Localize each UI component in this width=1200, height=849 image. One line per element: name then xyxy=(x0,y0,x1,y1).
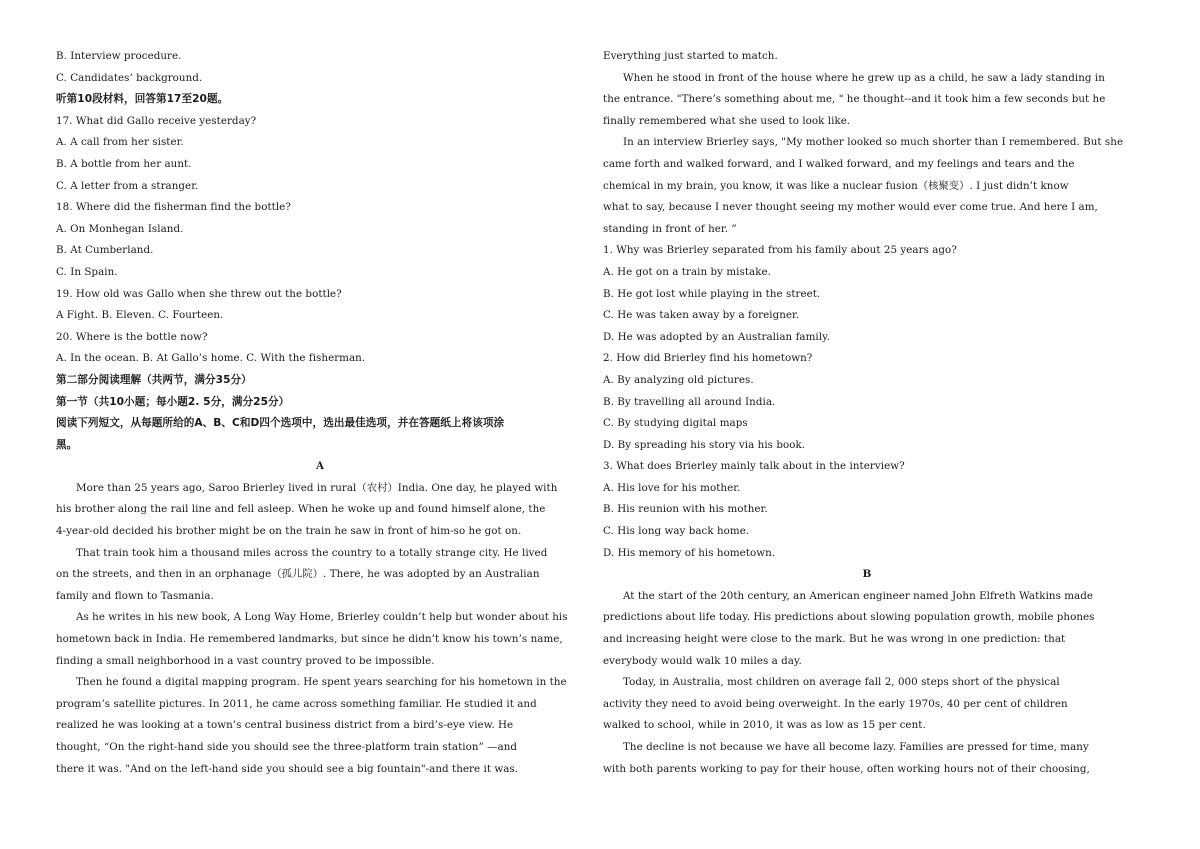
text-line: finally remembered what she used to look like. xyxy=(603,114,851,127)
text-line: on the streets, and then in an orphanage（孤儿院）. There, he was adopted by an Australian xyxy=(56,568,540,581)
text-line: When he stood in front of the house where he grew up as a child, he saw a lady standing in xyxy=(623,71,1105,84)
text-line: 18. Where did the fisherman find the bottle? xyxy=(56,201,291,214)
text-line: C. A letter from a stranger. xyxy=(56,179,199,192)
text-line: hometown back in India. He remembered landmarks, but since he didn’t know his town’s name, xyxy=(56,633,563,646)
text-line: 20. Where is the bottle now? xyxy=(56,330,208,343)
text-line: A. In the ocean. B. At Gallo’s home. C. With the fisherman. xyxy=(56,352,366,365)
text-line: C. He was taken away by a foreigner. xyxy=(603,309,800,322)
text-line: thought, “On the right-hand side you should see the three-platform train station” —and xyxy=(56,741,518,753)
text-line: everybody would walk 10 miles a day. xyxy=(603,654,802,667)
text-line: D. By spreading his story via his book. xyxy=(603,438,806,451)
text-line: walked to school, while in 2010, it was as low as 15 per cent. xyxy=(603,719,926,732)
text-line: came forth and walked forward, and I walked forward, and my feelings and tears and the xyxy=(603,157,1075,170)
text-line: predictions about life today. His predictions about slowing population growth, mobile phones xyxy=(603,611,1095,624)
text-line: A. His love for his mother. xyxy=(603,481,741,494)
text-line: At the start of the 20th century, an American engineer named John Elfreth Watkins made xyxy=(623,589,1094,602)
text-line: 4-year-old decided his brother might be on the train he saw in front of him-so he got on. xyxy=(56,525,522,538)
text-line: there it was. "And on the left-hand side you should see a big fountain"-and there it was. xyxy=(56,762,519,775)
text-line: activity they need to avoid being overweight. In the early 1970s, 40 per cent of children xyxy=(603,697,1068,710)
text-line: A. A call from her sister. xyxy=(56,136,184,149)
text-line: 17. What did Gallo receive yesterday? xyxy=(56,114,257,127)
text-line: program’s satellite pictures. In 2011, he came across something familiar. He studied it and xyxy=(56,697,537,710)
instruction-line: 第一节（共10小题；每小题2. 5分，满分25分） xyxy=(56,395,290,408)
text-line: 3. What does Brierley mainly talk about in the interview? xyxy=(603,460,905,473)
text-line: the entrance. "There’s something about me, " he thought--and it took him a few seconds but he xyxy=(603,93,1106,106)
section-heading: A xyxy=(315,460,325,473)
text-line: 19. How old was Gallo when she threw out the bottle? xyxy=(56,287,342,300)
instruction-line: 黑。 xyxy=(56,438,78,451)
text-line: B. Interview procedure. xyxy=(56,50,182,62)
text-line: More than 25 years ago, Saroo Brierley lived in rural（农村）India. One day, he played with xyxy=(76,481,558,494)
text-line: In an interview Brierley says, "My mother looked so much shorter than I remembered. But she xyxy=(623,136,1124,149)
text-line: finding a small neighborhood in a vast country proved to be impossible. xyxy=(56,654,435,667)
text-line: what to say, because I never thought seeing my mother would ever come true. And here I am, xyxy=(603,201,1098,214)
instruction-line: 听第10段材料，回答第17至20题。 xyxy=(56,93,229,106)
text-line: standing in front of her. ” xyxy=(603,222,737,235)
text-line: C. Candidates’ background. xyxy=(56,71,203,84)
section-heading: B xyxy=(862,568,872,581)
text-line: B. A bottle from her aunt. xyxy=(56,157,192,170)
right-column xyxy=(603,46,1131,780)
text-line: 2. How did Brierley find his hometown? xyxy=(603,352,813,365)
text-line: realized he was looking at a town’s central business district from a bird’s-eye view. He xyxy=(56,719,514,732)
text-line: Everything just started to match. xyxy=(603,50,778,62)
instruction-line: 第二部分阅读理解（共两节，满分35分） xyxy=(56,373,252,386)
text-line: chemical in my brain, you know, it was like a nuclear fusion（核聚变）. I just didn’t know xyxy=(603,179,1069,192)
left-column xyxy=(56,46,584,780)
text-line: A. On Monhegan Island. xyxy=(56,222,184,235)
text-line: A. By analyzing old pictures. xyxy=(603,373,754,386)
text-line: B. At Cumberland. xyxy=(56,244,154,257)
text-line: D. He was adopted by an Australian family. xyxy=(603,330,830,343)
text-line: As he writes in his new book, A Long Way Home, Brierley couldn’t help but wonder about his xyxy=(76,611,568,624)
text-line: with both parents working to pay for their house, often working hours not of their choosing, xyxy=(603,762,1090,775)
text-line: C. By studying digital maps xyxy=(603,417,748,430)
text-line: Then he found a digital mapping program. He spent years searching for his hometown in the xyxy=(76,676,567,689)
text-line: C. His long way back home. xyxy=(603,525,750,538)
text-line: his brother along the rail line and fell asleep. When he woke up and found himself alone, the xyxy=(56,503,546,516)
text-line: D. His memory of his hometown. xyxy=(603,546,776,559)
text-line: The decline is not because we have all become lazy. Families are pressed for time, many xyxy=(623,741,1089,753)
text-line: B. His reunion with his mother. xyxy=(603,503,768,516)
text-line: C. In Spain. xyxy=(56,265,118,278)
instruction-line: 阅读下列短文，从每题所给的A、B、C和D四个选项中，选出最佳选项，并在答题纸上将该项涂 xyxy=(56,417,505,430)
text-line: A. He got on a train by mistake. xyxy=(603,265,771,278)
text-line: A Fight. B. Eleven. C. Fourteen. xyxy=(56,309,224,322)
text-line: and increasing height were close to the mark. But he was wrong in one prediction: that xyxy=(603,633,1066,646)
text-line: family and flown to Tasmania. xyxy=(56,589,214,602)
text-line: 1. Why was Brierley separated from his family about 25 years ago? xyxy=(603,244,957,257)
text-line: That train took him a thousand miles across the country to a totally strange city. He lived xyxy=(76,546,548,559)
text-line: B. By travelling all around India. xyxy=(603,395,776,408)
text-line: B. He got lost while playing in the street. xyxy=(603,287,821,300)
text-line: Today, in Australia, most children on average fall 2, 000 steps short of the physical xyxy=(623,676,1060,689)
